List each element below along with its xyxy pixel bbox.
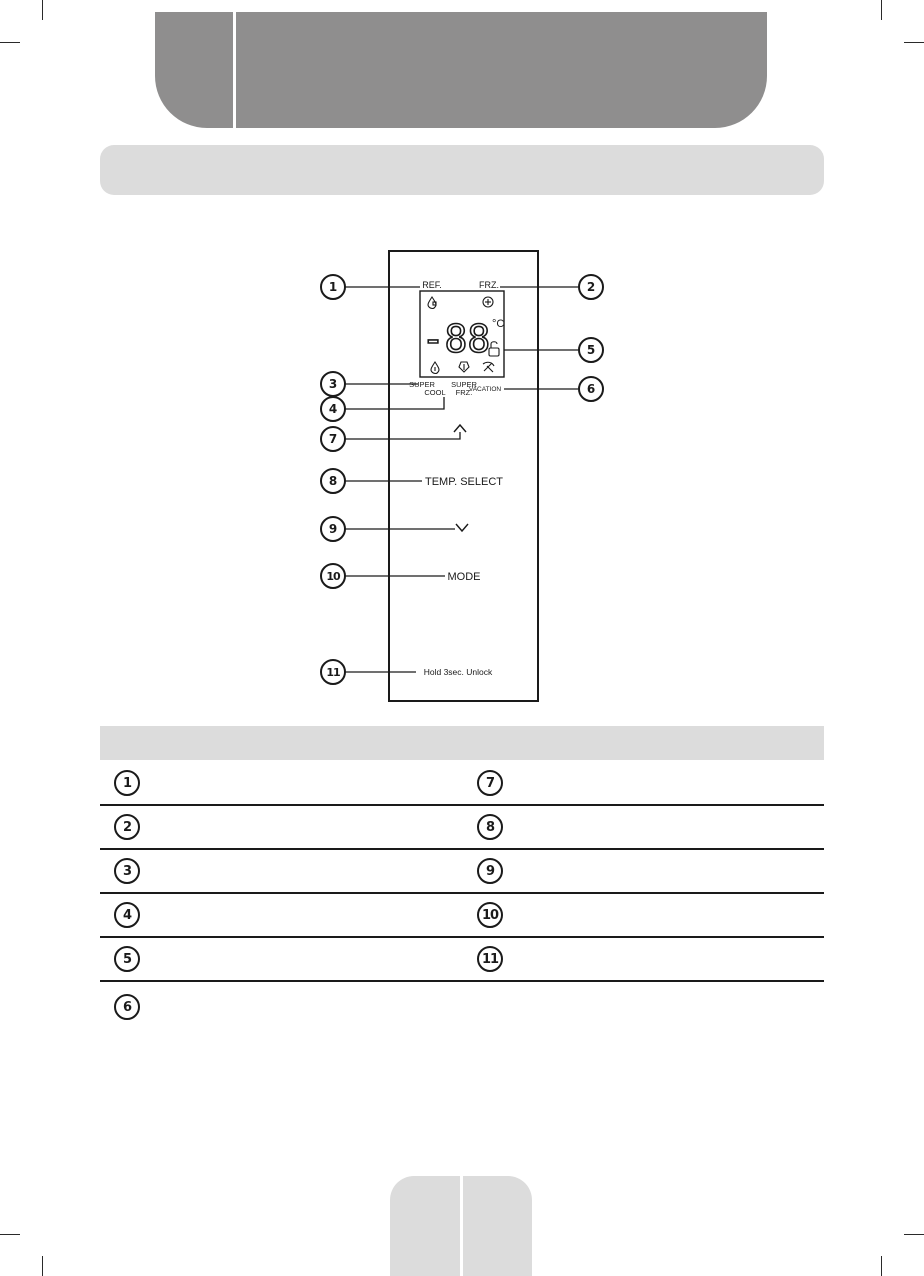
callout-number-4: 4: [328, 402, 338, 416]
callout-number-1: 1: [328, 280, 338, 294]
label-super-frz-2: FRZ.: [455, 388, 473, 397]
table-number-5: 5: [114, 946, 140, 972]
celsius-symbol: °C: [492, 318, 505, 330]
callout-number-10: 10: [326, 570, 340, 583]
callout-number-9: 9: [328, 522, 338, 536]
footer-divider: [460, 1176, 463, 1276]
callout-number-3: 3: [328, 377, 338, 391]
table-row-divider: [100, 892, 824, 894]
table-number-4: 4: [114, 902, 140, 928]
table-row-divider: [100, 848, 824, 850]
table-row-divider: [100, 936, 824, 938]
table-number-2: 2: [114, 814, 140, 840]
callout-number-11: 11: [326, 666, 340, 679]
footer-page-tab: [390, 1176, 532, 1276]
label-frz: FRZ.: [479, 280, 499, 290]
table-number-9: 9: [477, 858, 503, 884]
table-number-6: 6: [114, 994, 140, 1020]
label-super-cool-2: COOL: [424, 388, 446, 397]
callout-number-6: 6: [586, 382, 596, 396]
table-number-8: 8: [477, 814, 503, 840]
label-temp-select: TEMP. SELECT: [424, 476, 504, 488]
table-row-divider: [100, 804, 824, 806]
label-super-frz-1: SUPER: [451, 380, 477, 389]
label-mode: MODE: [447, 571, 481, 583]
crop-mark: [881, 1256, 882, 1276]
table-number-1: 1: [114, 770, 140, 796]
callout-number-2: 2: [586, 280, 596, 294]
callout-number-8: 8: [328, 474, 338, 488]
label-super-cool-1: SUPER: [409, 380, 435, 389]
crop-mark: [0, 1234, 20, 1235]
crop-mark: [42, 1256, 43, 1276]
label-ref: REF.: [422, 280, 442, 290]
label-hold-unlock: Hold 3sec. Unlock: [423, 667, 493, 677]
crop-mark: [904, 1234, 924, 1235]
display-digits: -88: [421, 317, 491, 361]
label-vacation: VACATION: [468, 386, 502, 393]
legend-table-header: [100, 726, 824, 760]
table-row-divider: [100, 980, 824, 982]
table-number-7: 7: [477, 770, 503, 796]
callout-number-5: 5: [586, 343, 596, 357]
table-number-10: 10: [477, 902, 503, 928]
table-number-3: 3: [114, 858, 140, 884]
callout-number-7: 7: [328, 432, 338, 446]
table-number-11: 11: [477, 946, 503, 972]
